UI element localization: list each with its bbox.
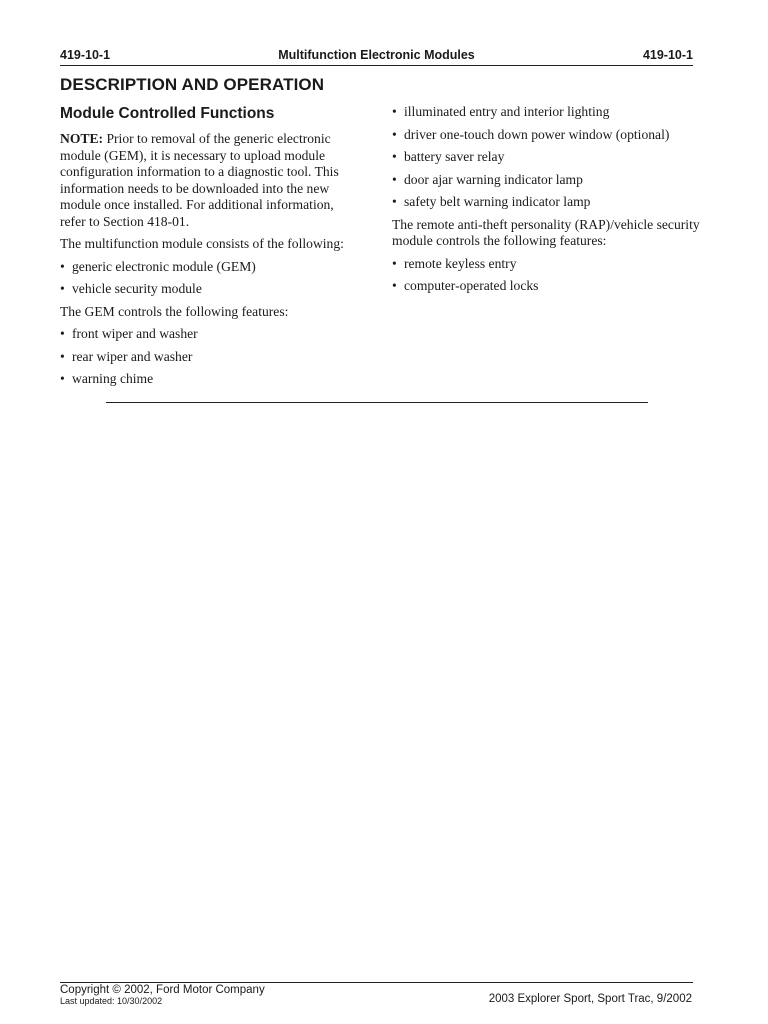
list-item: • vehicle security module xyxy=(60,281,202,296)
list-item: • generic electronic module (GEM) xyxy=(60,258,256,274)
gem-intro: The GEM controls the following features: xyxy=(60,303,289,319)
bullet: • xyxy=(392,171,397,187)
list-item: • front wiper and washer xyxy=(60,326,198,341)
right-column xyxy=(392,104,712,301)
header-section-number-right: 419-10-1 xyxy=(642,48,693,62)
rap-intro: The remote anti-theft personality (RAP)/vehicle security module controls the following features: xyxy=(392,216,700,248)
bullet: • xyxy=(392,194,397,209)
footer-last-updated: Last updated: 10/30/2002 xyxy=(60,996,163,1006)
list-item: • driver one-touch down power window (optional) xyxy=(392,126,670,142)
list-item: • door ajar warning indicator lamp xyxy=(392,171,583,187)
list-item: • computer-operated locks xyxy=(392,278,539,293)
bullet: • xyxy=(60,258,65,274)
bullet: • xyxy=(60,348,65,364)
rap-features-list xyxy=(392,256,712,295)
bullet: • xyxy=(60,326,65,341)
gem-features-list xyxy=(60,326,360,388)
list-item: • warning chime xyxy=(60,371,154,386)
list-item: • illuminated entry and interior lighting xyxy=(392,104,610,119)
header-title: Multifunction Electronic Modules xyxy=(278,48,475,62)
list-item: • remote keyless entry xyxy=(392,255,517,271)
page-header xyxy=(60,47,693,66)
section-end-rule xyxy=(106,402,648,403)
modules-intro: The multifunction module consists of the following: xyxy=(60,236,344,251)
bullet: • xyxy=(392,255,397,271)
bullet: • xyxy=(392,126,397,142)
list-item: • rear wiper and washer xyxy=(60,348,193,364)
bullet: • xyxy=(60,281,65,296)
footer-copyright: Copyright © 2002, Ford Motor Company xyxy=(60,984,265,996)
footer-divider xyxy=(60,982,693,983)
bullet: • xyxy=(60,371,65,386)
header-section-number-left: 419-10-1 xyxy=(60,48,111,62)
subheading: Module Controlled Functions xyxy=(60,105,275,122)
note-label: NOTE: xyxy=(60,131,104,146)
bullet: • xyxy=(392,104,397,119)
footer-vehicle: 2003 Explorer Sport, Sport Trac, 9/2002 xyxy=(488,993,692,1005)
note-paragraph xyxy=(60,131,360,230)
note-text: Prior to removal of the generic electronic module (GEM), it is necessary to upload module configuration information to a diagnostic tool. This information needs to be downloaded into the new module once installed. For additional information, refer to Section 418-01. xyxy=(60,131,339,229)
gem-features-list-continued xyxy=(392,104,712,211)
section-title: DESCRIPTION AND OPERATION xyxy=(60,75,325,94)
bullet: • xyxy=(392,149,397,164)
bullet: • xyxy=(392,278,397,293)
modules-list xyxy=(60,259,360,298)
list-item: • safety belt warning indicator lamp xyxy=(392,194,591,209)
list-item: • battery saver relay xyxy=(392,149,505,164)
left-column xyxy=(60,104,360,394)
